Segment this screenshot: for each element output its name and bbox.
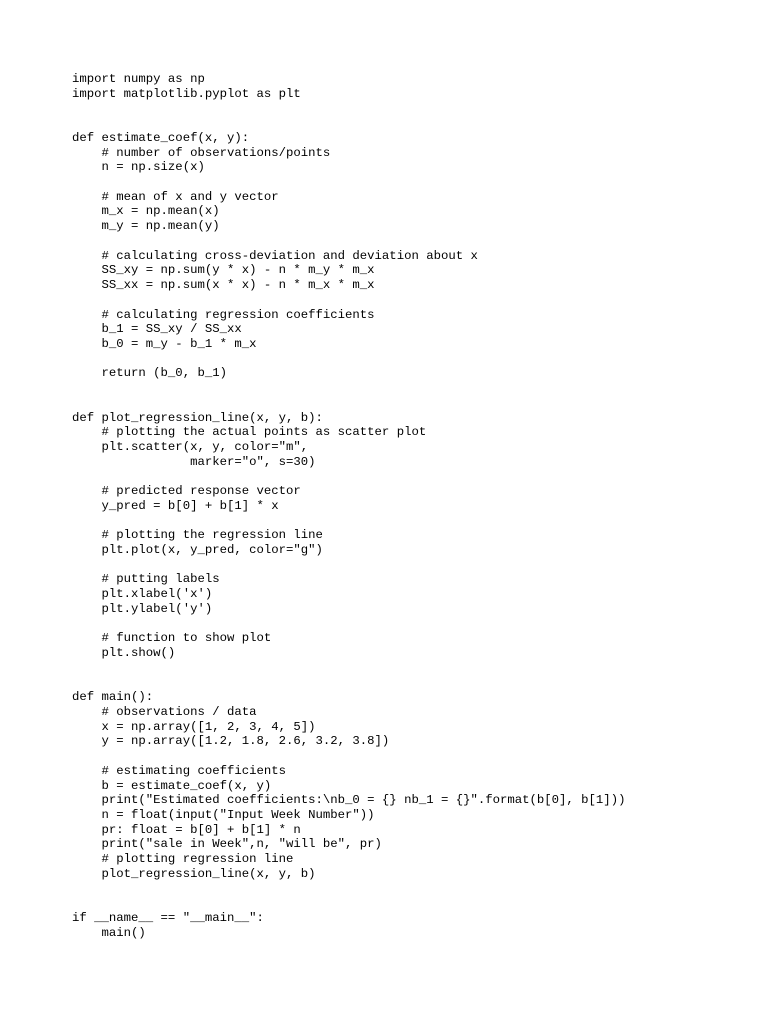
code-line: x = np.array([1, 2, 3, 4, 5])	[72, 719, 316, 734]
code-line: n = float(input("Input Week Number"))	[72, 807, 375, 822]
code-line: return (b_0, b_1)	[72, 366, 227, 381]
code-line: b = estimate_coef(x, y)	[72, 778, 272, 793]
code-line	[72, 116, 625, 131]
code-line: plt.xlabel('x')	[72, 587, 213, 602]
code-line	[72, 617, 625, 632]
code-line: # plotting the regression line	[72, 528, 323, 543]
code-line: y_pred = b[0] + b[1] * x	[72, 498, 279, 513]
code-line: SS_xx = np.sum(x * x) - n * m_x * m_x	[72, 278, 375, 293]
code-line: print("Estimated coefficients:\nb_0 = {} nb_1 = {}".format(b[0], b[1]))	[72, 793, 626, 808]
code-line	[72, 101, 625, 116]
code-line: b_1 = SS_xy / SS_xx	[72, 322, 242, 337]
code-line: print("sale in Week",n, "will be", pr)	[72, 837, 382, 852]
code-line: main()	[72, 925, 146, 940]
code-line: plt.show()	[72, 646, 176, 661]
code-line	[72, 882, 625, 897]
code-line: # function to show plot	[72, 631, 272, 646]
code-line	[72, 234, 625, 249]
code-line	[72, 749, 625, 764]
code-line	[72, 661, 625, 676]
code-line: # putting labels	[72, 572, 220, 587]
code-line	[72, 175, 625, 190]
code-line: # observations / data	[72, 704, 257, 719]
code-line	[72, 514, 625, 529]
code-line: # plotting the actual points as scatter plot	[72, 425, 427, 440]
code-line: # calculating cross-deviation and deviation about x	[72, 248, 478, 263]
code-line: pr: float = b[0] + b[1] * n	[72, 822, 301, 837]
code-line: def main():	[72, 690, 154, 705]
code-line: # calculating regression coefficients	[72, 307, 375, 322]
code-document	[72, 72, 625, 940]
code-line: plt.ylabel('y')	[72, 601, 213, 616]
code-line: def plot_regression_line(x, y, b):	[72, 410, 323, 425]
code-line	[72, 381, 625, 396]
code-line: n = np.size(x)	[72, 160, 205, 175]
code-line: import matplotlib.pyplot as plt	[72, 86, 301, 101]
code-line: def estimate_coef(x, y):	[72, 130, 250, 145]
code-line: marker="o", s=30)	[72, 454, 316, 469]
code-line	[72, 558, 625, 573]
code-line: # plotting regression line	[72, 852, 294, 867]
code-line: # predicted response vector	[72, 484, 301, 499]
code-line: plt.plot(x, y_pred, color="g")	[72, 543, 323, 557]
code-line	[72, 293, 625, 308]
code-line: # number of observations/points	[72, 145, 331, 160]
code-line	[72, 352, 625, 367]
code-line: m_y = np.mean(y)	[72, 219, 220, 234]
code-line: # estimating coefficients	[72, 763, 287, 778]
code-line: y = np.array([1.2, 1.8, 2.6, 3.2, 3.8])	[72, 734, 390, 749]
code-line: if __name__ == "__main__":	[72, 910, 264, 925]
code-line	[72, 675, 625, 690]
code-line: m_x = np.mean(x)	[72, 204, 220, 219]
code-line: b_0 = m_y - b_1 * m_x	[72, 336, 257, 351]
code-line	[72, 469, 625, 484]
code-line: plot_regression_line(x, y, b)	[72, 866, 316, 881]
code-line: import numpy as np	[72, 72, 205, 86]
code-line	[72, 896, 625, 911]
code-line: SS_xy = np.sum(y * x) - n * m_y * m_x	[72, 263, 375, 278]
code-line	[72, 396, 625, 411]
code-line: # mean of x and y vector	[72, 189, 279, 204]
code-line: plt.scatter(x, y, color="m",	[72, 439, 309, 454]
